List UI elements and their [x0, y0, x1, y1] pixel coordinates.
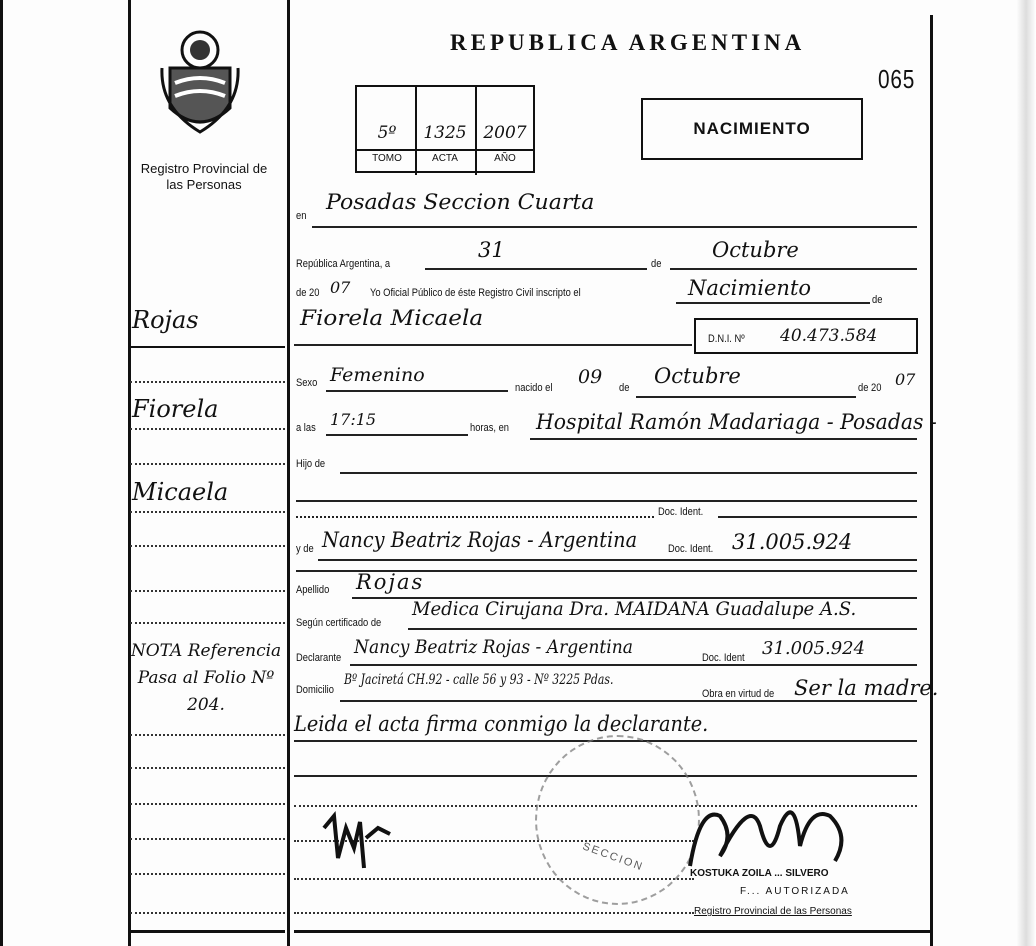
label-yde: y de: [296, 543, 314, 555]
label-doc-ident-3: Doc. Ident: [702, 652, 745, 664]
field-mother: Nancy Beatriz Rojas - Argentina: [322, 528, 638, 552]
label-doc-ident-2: Doc. Ident.: [668, 543, 714, 555]
label-obra: Obra en virtud de: [702, 688, 775, 700]
field-child-name: Fiorela Micaela: [300, 306, 484, 330]
field-hour: 17:15: [330, 410, 377, 429]
field-declarante: Nancy Beatriz Rojas - Argentina: [354, 636, 633, 658]
official-stamp: [535, 735, 700, 905]
field-birth-month: Octubre: [654, 364, 741, 388]
field-place: Hospital Ramón Madariaga - Posadas -: [536, 410, 937, 434]
label-de-2: de: [872, 294, 883, 306]
label-oficial: Yo Oficial Público de éste Registro Civil inscripto el: [370, 287, 581, 299]
anio-value: 2007: [483, 123, 527, 143]
dni-box: [694, 318, 918, 354]
label-doc-ident: Doc. Ident.: [658, 506, 704, 518]
folio-number: 065: [878, 64, 916, 94]
sidebar-first-name: Fiorela: [132, 395, 219, 423]
acta-label: ACTA: [432, 153, 458, 164]
label-republica: República Argentina, a: [296, 258, 391, 270]
label-hijo: Hijo de: [296, 458, 326, 470]
label-domicilio: Domicilio: [296, 684, 334, 696]
field-birth-day: 09: [578, 366, 603, 388]
label-alas: a las: [296, 422, 316, 434]
label-de-3: de: [619, 382, 630, 394]
field-birth-year: 07: [895, 370, 916, 389]
sidebar-divider: [287, 0, 290, 946]
label-nacido: nacido el: [515, 382, 553, 394]
sidebar-note: NOTA Referencia Pasa al Folio Nº 204.: [130, 641, 282, 715]
field-mother-doc: 31.005.924: [732, 530, 853, 554]
official-title: F... AUTORIZADA: [740, 886, 850, 897]
scan-edge: [1016, 0, 1036, 946]
field-domicilio: Bº Jaciretá CH.92 - calle 56 y 93 - Nº 3225 Pdas.: [344, 672, 614, 688]
label-de: de: [651, 258, 662, 270]
tomo-value: 5º: [377, 123, 397, 143]
field-leida: Leida el acta firma conmigo la declarante.: [294, 712, 709, 736]
official-name: KOSTUKA ZOILA ... SILVERO: [690, 868, 829, 879]
field-dni: 40.473.584: [780, 326, 878, 346]
field-year: 07: [330, 278, 351, 297]
label-year-prefix: de 20: [296, 287, 320, 299]
field-inscripto: Nacimiento: [688, 276, 812, 300]
label-dni: D.N.I. Nº: [708, 333, 745, 345]
anio-label: AÑO: [494, 153, 516, 164]
field-sexo: Femenino: [330, 364, 425, 386]
stamp-text: SECCION: [580, 840, 646, 874]
right-border: [930, 15, 933, 946]
label-segun: Según certificado de: [296, 617, 382, 629]
label-birth-year: de 20: [858, 382, 882, 394]
province-seal: [160, 28, 240, 138]
label-declarante: Declarante: [296, 652, 342, 664]
field-declarante-doc: 31.005.924: [762, 638, 866, 659]
label-sexo: Sexo: [296, 377, 318, 389]
field-month: Octubre: [712, 238, 799, 262]
registry-footer: Registro Provincial de las Personas: [694, 906, 852, 917]
label-horas: horas, en: [470, 422, 509, 434]
field-day: 31: [478, 238, 505, 262]
acta-value: 1325: [423, 123, 467, 143]
sidebar-middle-name: Micaela: [132, 478, 229, 506]
label-en: en: [296, 210, 307, 222]
sidebar-surname: Rojas: [132, 306, 199, 334]
record-type-box: NACIMIENTO: [641, 98, 863, 160]
left-margin-line: [0, 0, 3, 946]
field-apellido: Rojas: [356, 570, 425, 594]
label-apellido: Apellido: [296, 584, 330, 596]
declarant-signature: [320, 808, 400, 874]
field-obra: Ser la madre.: [794, 676, 939, 700]
country-title: REPUBLICA ARGENTINA: [450, 30, 806, 55]
registry-name: Registro Provincial de las Personas: [140, 161, 268, 192]
record-number-grid: [355, 85, 535, 173]
field-en-value: Posadas Seccion Cuarta: [326, 190, 595, 214]
field-certificado: Medica Cirujana Dra. MAIDANA Guadalupe A.S.: [412, 598, 857, 620]
tomo-label: TOMO: [372, 153, 402, 164]
